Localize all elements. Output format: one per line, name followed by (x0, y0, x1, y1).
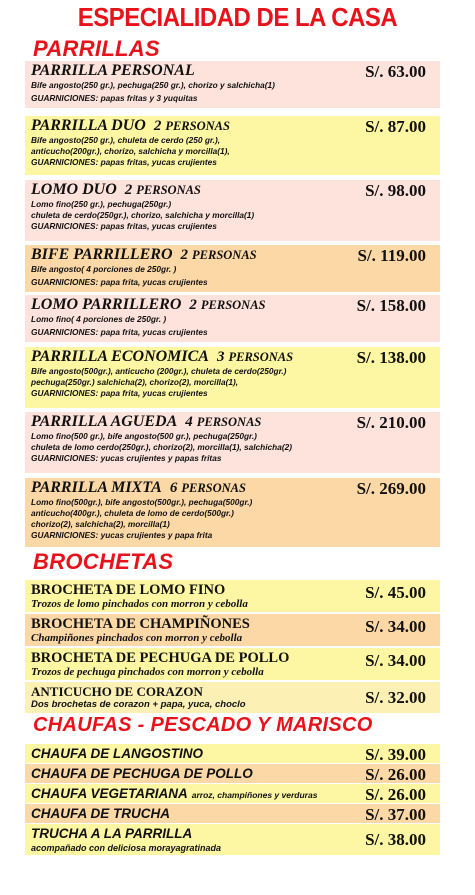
item-price: S/. 26.00 (365, 765, 426, 784)
item-name: LOMO DUO (31, 181, 117, 198)
menu-item-parrilla-mixta (25, 478, 440, 548)
item-desc: Lomo fino(250 gr.), pechuga(250gr.) (31, 199, 172, 209)
item-desc: Trozos de lomo pinchados con morron y cebolla (31, 598, 248, 610)
item-price: S/. 39.00 (365, 745, 426, 764)
item-name: PARRILLA PERSONAL (31, 62, 195, 79)
item-desc: Trozos de pechuga pinchados con morron y cebolla (31, 666, 264, 678)
item-name: PARRILLA AGUEDA (31, 413, 178, 430)
item-price: S/. 26.00 (365, 785, 426, 804)
item-persons: 2 PERSONAS (153, 118, 230, 134)
item-desc: Lomo fino(500 gr.), bife angosto(500 gr.), pechuga(250gr.) (31, 431, 257, 441)
item-price: S/. 38.00 (365, 830, 426, 849)
item-desc: acompañado con deliciosa morayagratinada (31, 843, 222, 853)
section-title-parrillas: PARRILLAS (33, 36, 160, 61)
menu-item-parrilla-personal (25, 61, 440, 109)
item-desc: Bife angosto(500gr.), anticucho (200gr.), chuleta de cerdo(250gr.) (31, 366, 287, 376)
item-price: S/. 138.00 (356, 348, 426, 367)
item-desc: Lomo fino( 4 porciones de 250gr. ) (31, 314, 167, 324)
item-persons: 4 PERSONAS (185, 414, 262, 430)
menu-item-lomo-parrillero (25, 295, 440, 343)
item-persons: 2 PERSONAS (124, 182, 201, 198)
item-name: CHAUFA DE LANGOSTINO (31, 746, 203, 761)
menu-item-brocheta-champinones (25, 614, 440, 647)
item-desc: Bife angosto( 4 porciones de 250gr. ) (31, 264, 177, 274)
item-garnish: GUARNICIONES: yucas crujientes y papa frita (31, 530, 213, 540)
item-desc: chuleta de lomo cerdo(250gr.), chorizo(2), morcilla(1), salchicha(2) (31, 442, 292, 452)
item-price: S/. 210.00 (356, 413, 426, 432)
item-name: BROCHETA DE CHAMPIÑONES (31, 616, 250, 632)
menu-item-chaufa-pollo (25, 764, 440, 784)
item-name: BROCHETA DE LOMO FINO (31, 582, 226, 598)
page-title: ESPECIALIDAD DE LA CASA (77, 2, 398, 32)
item-name: BIFE PARRILLERO (31, 246, 173, 263)
item-garnish: GUARNICIONES: papa frita, yucas crujientes (31, 277, 208, 287)
menu-item-anticucho (25, 682, 440, 714)
item-price: S/. 34.00 (365, 651, 426, 670)
menu-item-bife-parrillero (25, 245, 440, 293)
item-name: CHAUFA DE PECHUGA DE POLLO (31, 766, 253, 781)
item-desc: Bife angosto(250 gr.), chuleta de cerdo (250 gr.), (31, 135, 221, 145)
item-desc: Lomo fino(500gr.), bife angosto(500gr.), pechuga(500gr.) (31, 497, 253, 507)
item-desc: anticucho(400gr.), chuleta de lomo de cerdo(500gr.) (31, 508, 234, 518)
menu-item-lomo-duo (25, 180, 440, 242)
item-price: S/. 269.00 (356, 479, 426, 498)
menu-item-parrilla-agueda (25, 412, 440, 474)
item-desc: chuleta de cerdo(250gr.), chorizo, salchicha y morcilla(1) (31, 210, 255, 220)
item-price: S/. 158.00 (356, 296, 426, 315)
item-name: CHAUFA VEGETARIANA arroz, champiñones y verduras (31, 786, 318, 801)
item-persons: 2 PERSONAS (189, 297, 266, 313)
item-desc: Champiñones pinchados con morron y cebolla (31, 632, 243, 644)
item-name: CHAUFA DE TRUCHA (31, 806, 170, 821)
item-note: arroz, champiñones y verduras (191, 790, 318, 800)
menu-item-parrilla-economica (25, 347, 440, 409)
item-garnish: GUARNICIONES: yucas crujientes y papas fritas (31, 453, 222, 463)
item-desc: Bife angosto(250 gr.), pechuga(250 gr.), chorizo y salchicha(1) (31, 80, 275, 90)
section-title-chaufas: CHAUFAS - PESCADO Y MARISCO (33, 714, 373, 736)
item-desc: anticucho(200gr.), chorizo, salchicha y morcilla(1), (31, 146, 230, 156)
menu-item-trucha-parrilla (25, 824, 440, 856)
item-price: S/. 37.00 (365, 805, 426, 824)
item-name: PARRILLA MIXTA (31, 479, 162, 496)
item-garnish: GUARNICIONES: papas fritas y 3 yuquitas (31, 93, 198, 103)
item-name: ANTICUCHO DE CORAZON (31, 684, 203, 699)
item-persons: 3 PERSONAS (216, 349, 294, 365)
item-garnish: GUARNICIONES: papas fritas, yucas crujientes (31, 221, 217, 231)
menu-item-brocheta-lomo (25, 580, 440, 613)
item-persons: 6 PERSONAS (169, 480, 246, 496)
section-title-brochetas: BROCHETAS (33, 549, 174, 574)
menu-item-chaufa-trucha (25, 804, 440, 824)
menu-item-chaufa-vegetariana (25, 784, 440, 804)
item-price: S/. 32.00 (365, 688, 426, 707)
item-name: PARRILLA DUO (31, 117, 146, 134)
item-desc: Dos brochetas de corazon + papa, yuca, choclo (31, 699, 246, 710)
item-name: BROCHETA DE PECHUGA DE POLLO (31, 650, 290, 666)
menu-item-chaufa-langostino (25, 744, 440, 764)
menu-item-brocheta-pollo (25, 648, 440, 681)
item-garnish: GUARNICIONES: papa frita, yucas crujientes (31, 327, 208, 337)
item-name: PARRILLA ECONOMICA (31, 348, 209, 365)
item-garnish: GUARNICIONES: papas fritas, yucas crujientes (31, 157, 217, 167)
item-name: LOMO PARRILLERO (31, 296, 182, 313)
menu-item-parrilla-duo (25, 116, 440, 176)
item-desc: pechuga(250gr.) salchicha(2), chorizo(2), morcilla(1), (31, 377, 239, 387)
item-price: S/. 98.00 (365, 181, 426, 200)
item-name: TRUCHA A LA PARRILLA (31, 826, 193, 841)
item-price: S/. 87.00 (365, 117, 426, 136)
item-persons: 2 PERSONAS (180, 247, 257, 263)
item-desc: chorizo(2), salchicha(2), morcilla(1) (31, 519, 170, 529)
item-price: S/. 119.00 (357, 246, 426, 265)
item-garnish: GUARNICIONES: papa frita, yucas crujientes (31, 388, 208, 398)
item-price: S/. 34.00 (365, 617, 426, 636)
item-price: S/. 45.00 (365, 583, 426, 602)
item-price: S/. 63.00 (365, 62, 426, 81)
